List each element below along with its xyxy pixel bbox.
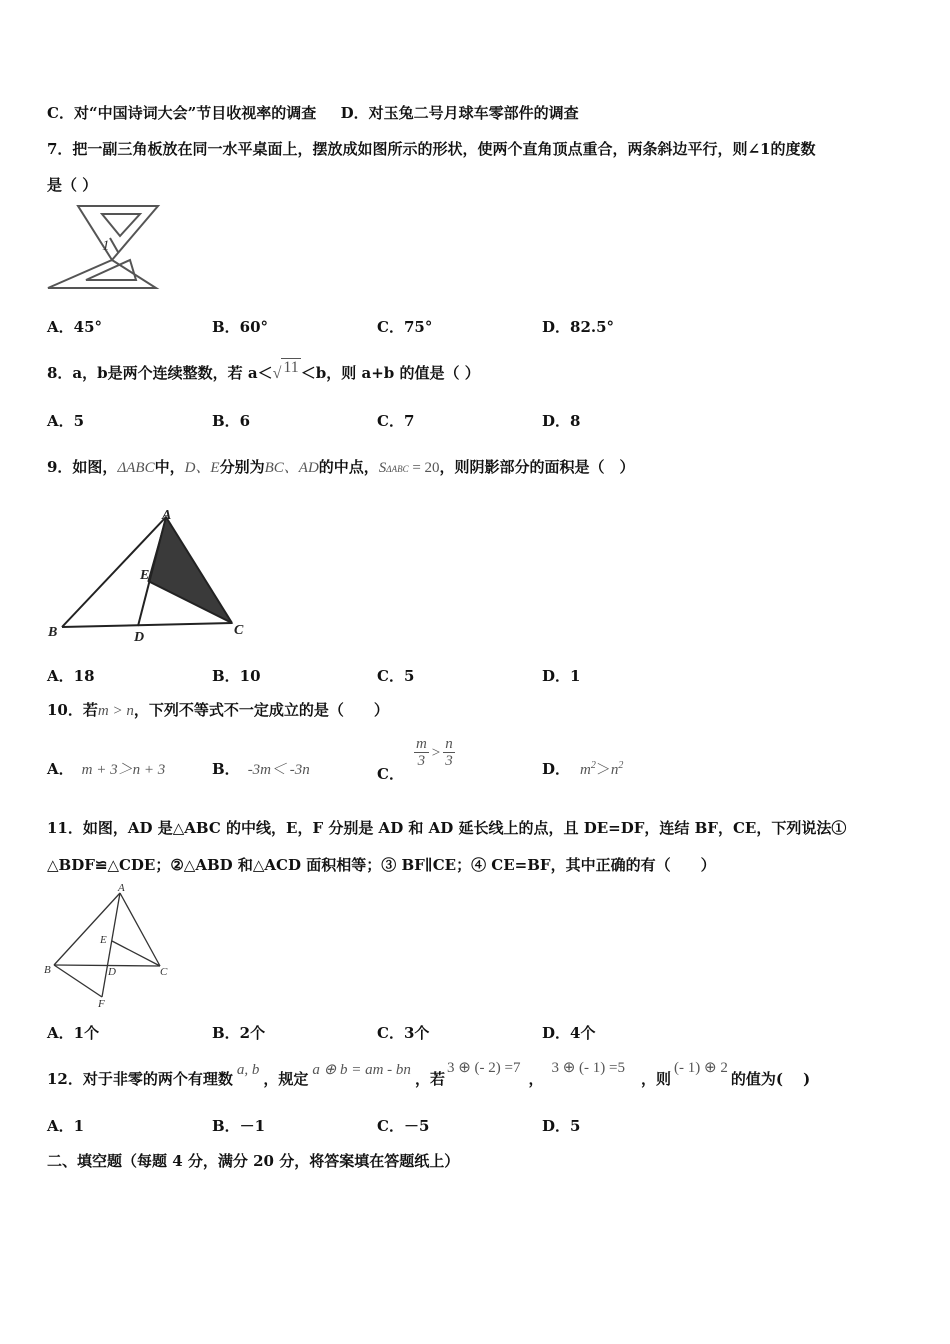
- q11-label-c: C: [160, 966, 168, 978]
- q12-expr: (- 1) ⊕ 2: [674, 1060, 728, 1076]
- q10-option-c: [377, 736, 455, 783]
- q12-rule: a ⊕ b = am - bn: [312, 1062, 411, 1078]
- q9-label-e: E: [140, 568, 150, 583]
- q8-sqrt: √ 11: [272, 359, 299, 382]
- q8-option-c: C．7: [377, 412, 415, 430]
- q7-stem-line1: 7．把一副三角板放在同一水平桌面上，摆放成如图所示的形状，使两个直角顶点重合，两条斜边平行，则∠1的度数: [47, 140, 816, 158]
- q9-label-d: D: [134, 630, 145, 645]
- q7-triangle-bottom: [48, 260, 156, 288]
- q12-option-d: D．5: [542, 1117, 581, 1135]
- q10-option-d-expr: $m^2>n^2$: [580, 760, 624, 778]
- q11-figure: [42, 881, 182, 1015]
- q9-de: D、E: [184, 460, 220, 476]
- q11-option-d: D．4个: [542, 1024, 596, 1042]
- q8-option-b: B．6: [212, 412, 251, 430]
- q11-label-a: A: [118, 882, 125, 894]
- q11-label-e: E: [100, 934, 107, 946]
- q12-text3: ，则: [641, 1070, 672, 1088]
- q9-bc-ad: BC、AD: [264, 460, 319, 476]
- q10-condition: m > n: [97, 703, 134, 719]
- q9-stem: [47, 456, 635, 477]
- q9-option-d: D．1: [542, 667, 581, 685]
- q8-option-a: A．5: [47, 412, 85, 430]
- q10-stem: [47, 699, 389, 720]
- q9-text4: ，则阴影部分的面积是（ ）: [439, 458, 635, 476]
- q8-radicand: 11: [283, 359, 299, 376]
- q9-prefix: 9．如图，: [47, 458, 118, 476]
- q10-option-d-label: D．: [542, 760, 571, 778]
- q7-crossing-line: [110, 238, 118, 252]
- q12-option-b: B．－1: [212, 1117, 266, 1135]
- q10-option-c-frac1: $\frac{m}{3}$: [415, 736, 427, 769]
- q9-text1: 中，: [154, 458, 185, 476]
- q11-stem-line1: 11．如图，AD 是△ABC 的中线，E，F 分别是 AD 和 AD 延长线上的点，且 DE=DF，连结 BF，CE，下列说法①: [47, 819, 847, 837]
- q12-comma: ，: [528, 1070, 544, 1088]
- q12-option-c: C．－5: [377, 1117, 430, 1135]
- q7-figure: [44, 200, 164, 300]
- q8-prefix: 8．a，b是两个连续整数，若 a＜: [47, 364, 273, 382]
- q12-eq1: 3 ⊕ (- 2) =7: [446, 1060, 521, 1076]
- q9-area-s: S: [378, 460, 387, 476]
- q12-vars: a, b: [236, 1062, 260, 1078]
- q10-option-a-label: A．: [47, 760, 74, 778]
- q11-label-b: B: [44, 964, 51, 976]
- q10-prefix: 10．若: [47, 701, 98, 719]
- q10-option-c-label: C．: [377, 764, 404, 783]
- q11-option-b: B．2个: [212, 1024, 266, 1042]
- q9-label-a: A: [162, 508, 172, 523]
- q9-option-a: A．18: [47, 667, 95, 685]
- q7-option-a: A．45°: [47, 318, 103, 336]
- q9-option-b: B．10: [212, 667, 261, 685]
- q6-option-d: D．对玉兔二号月球车零部件的调查: [340, 104, 579, 122]
- q12-text1: ，规定: [263, 1070, 309, 1088]
- q10-option-c-frac2: $\frac{n}{3}$: [445, 736, 453, 769]
- q10-option-a: [47, 758, 165, 779]
- q7-option-c: C．75°: [377, 318, 433, 336]
- q9-shaded-region: [148, 517, 232, 623]
- q10-option-b-label: B．: [212, 760, 240, 778]
- q11-option-a: A．1个: [47, 1024, 100, 1042]
- q6-options-cd: [47, 102, 579, 123]
- q9-figure: [44, 505, 254, 651]
- q11-label-f: F: [98, 998, 105, 1010]
- q12-text4: 的值为( ): [730, 1070, 811, 1088]
- q9-area: [379, 460, 440, 476]
- section2-heading: 二、填空题（每题 4 分，满分 20 分，将答案填在答题纸上）: [47, 1152, 460, 1170]
- q8-option-d: D．8: [542, 412, 581, 430]
- q7-stem-line2: 是（ ）: [47, 176, 98, 194]
- q8-suffix: ＜b，则 a+b 的值是（ ）: [300, 364, 480, 382]
- q9-text2: 分别为: [219, 458, 265, 476]
- q9-label-c: C: [234, 623, 244, 638]
- q6-option-c: C．对“中国诗词大会”节目收视率的调查: [47, 104, 317, 122]
- q7-option-d: D．82.5°: [542, 318, 615, 336]
- q10-option-d: [542, 758, 623, 779]
- q12-text2: ，若: [414, 1070, 445, 1088]
- q9-area-val: = 20: [408, 460, 440, 476]
- q7-option-b: B．60°: [212, 318, 269, 336]
- q9-triangle: ΔABC: [117, 460, 155, 476]
- q7-angle-label: 1: [102, 238, 110, 254]
- q10-option-a-expr: m + 3＞n + 3: [81, 762, 166, 778]
- q12-option-a: A．1: [47, 1117, 85, 1135]
- q9-label-b: B: [48, 625, 58, 640]
- q12-prefix: 12．对于非零的两个有理数: [47, 1070, 233, 1088]
- q10-option-b: [212, 758, 310, 779]
- q9-option-c: C．5: [377, 667, 415, 685]
- q11-label-d: D: [108, 966, 116, 978]
- q9-area-sub: ΔABC: [386, 464, 409, 474]
- q9-text3: 的中点，: [318, 458, 379, 476]
- q11-stem-line2: △BDF≌△CDE；②△ABD 和△ACD 面积相等；③ BF∥CE；④ CE=BF，其中正确的有（ ）: [47, 856, 716, 874]
- q12-eq2: 3 ⊕ (- 1) =5: [551, 1060, 625, 1076]
- q8-stem: [47, 359, 480, 383]
- q11-option-c: C．3个: [377, 1024, 430, 1042]
- q10-option-c-op: >: [431, 744, 441, 761]
- q10-suffix: ，下列不等式不一定成立的是（ ）: [133, 701, 389, 719]
- q12-stem: [47, 1060, 811, 1089]
- q10-option-b-expr: -3m＜ -3n: [247, 762, 310, 778]
